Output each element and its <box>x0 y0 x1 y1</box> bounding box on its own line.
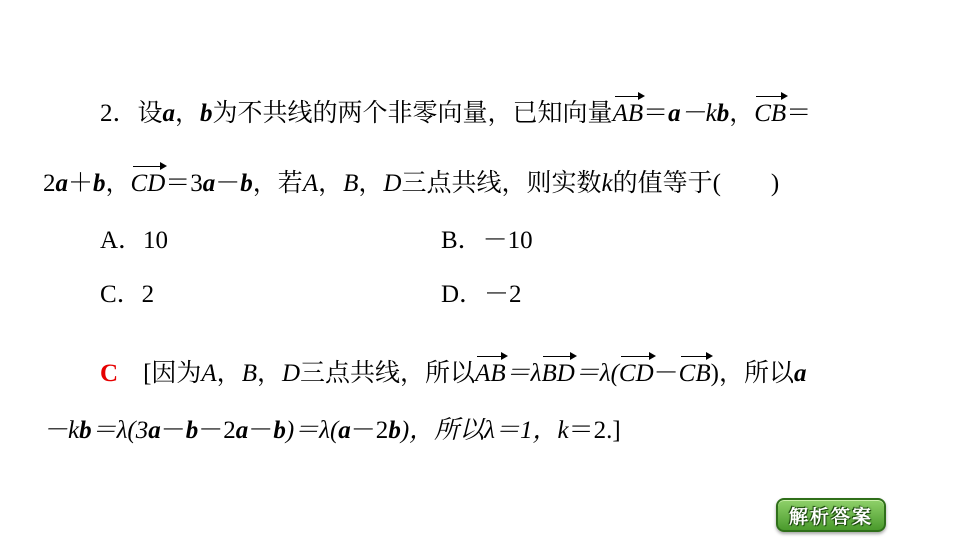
vector-cb: CB <box>678 360 711 387</box>
question-line-2: 2a＋b，CD＝3a－b，若A，B，D三点共线，则实数k的值等于( ) <box>43 170 780 197</box>
answer-letter: C <box>100 360 119 387</box>
vector-cb: CB <box>754 100 787 127</box>
option-c: C．2 <box>100 281 155 308</box>
option-d: D．－2 <box>441 281 522 308</box>
vector-cd: CD <box>130 170 166 197</box>
vector-cd: CD <box>618 360 654 387</box>
solution-line-2: －kb＝λ(3a－b－2a－b)＝λ(a－2b)，所以λ＝1，k＝2.] <box>43 417 621 444</box>
vector-bd: BD <box>541 360 575 387</box>
show-solution-button[interactable]: 解析答案 <box>776 498 886 532</box>
question-line-1: 2．设a，b为不共线的两个非零向量，已知向量AB＝a－kb，CB＝ <box>100 100 812 127</box>
solution-line-1: C [因为A，B，D三点共线，所以AB＝λBD＝λ(CD－CB)，所以a <box>100 360 807 387</box>
option-a: A．10 <box>100 227 169 254</box>
question-number: 2． <box>100 100 138 127</box>
vector-ab: AB <box>475 360 506 387</box>
vector-ab: AB <box>612 100 644 127</box>
option-b: B．－10 <box>441 227 533 254</box>
